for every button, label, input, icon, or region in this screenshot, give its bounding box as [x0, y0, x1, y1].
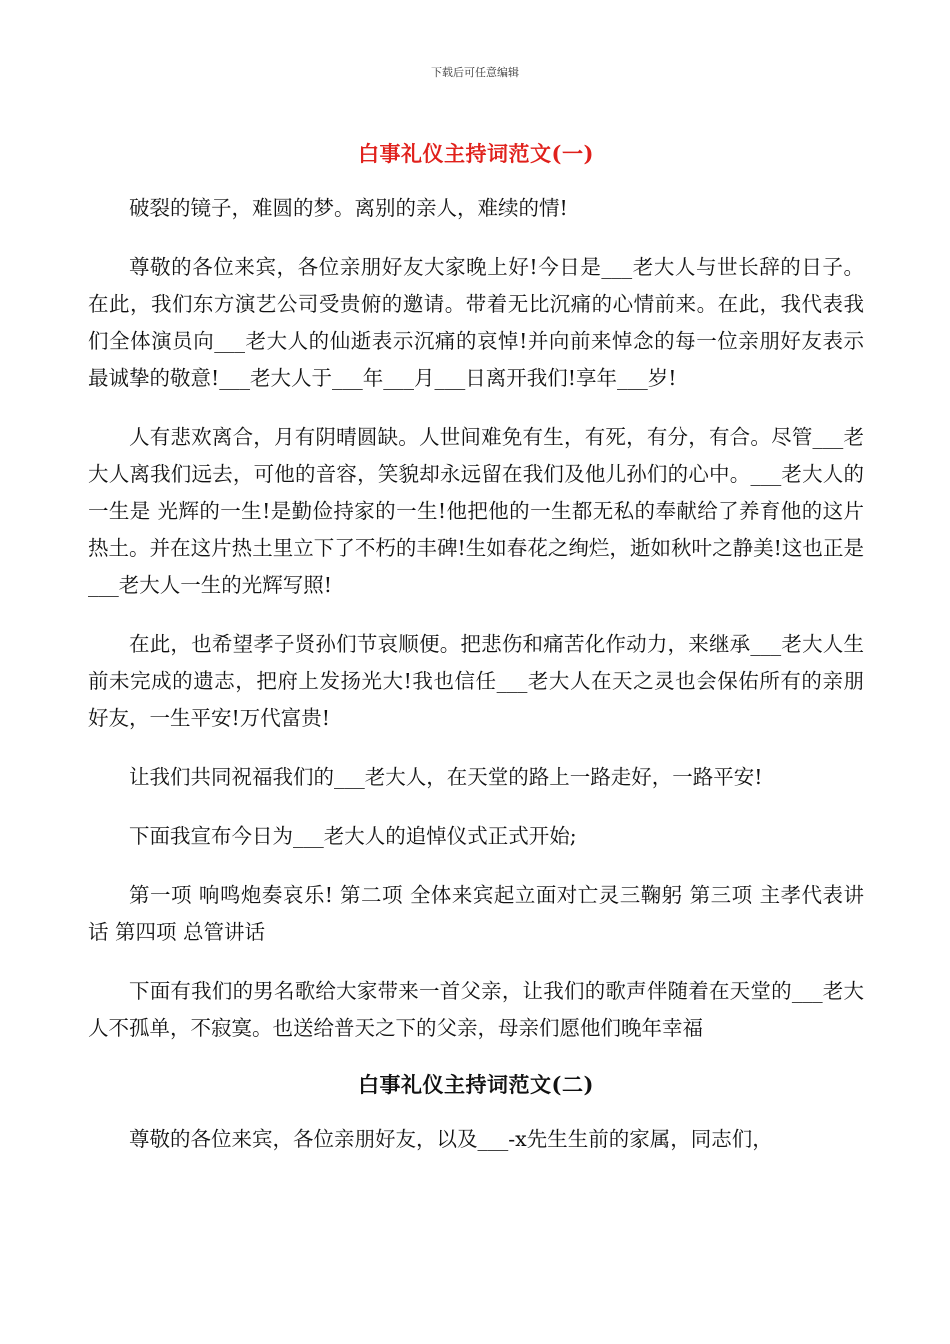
paragraph: 尊敬的各位来宾，各位亲朋好友大家晚上好!今日是___老大人与世长辞的日子。在此，我们东方演艺公司受贵俯的邀请。带着无比沉痛的心情前来。在此，我代表我们全体演员向___老大人的仙逝表示沉痛的哀悼!并向前来悼念的每一位亲朋好友表示最诚挚的敬意!___老大人于___年___月___日离开我们!享年___岁! [88, 255, 864, 390]
paragraph: 人有悲欢离合，月有阴晴圆缺。人世间难免有生，有死，有分，有合。尽管___老大人离我们远去，可他的音容，笑貌却永远留在我们及他儿孙们的心中。___老大人的一生是 光辉的一生!是勤俭持家的一生!他把他的一生都无私的奉献给了养育他的这片热土。并在这片热土里立下了不朽的丰碑!生如春花之绚烂，逝如秋叶之静美!这也正是___老大人一生的光辉写照! [88, 425, 864, 597]
paragraph: 下面我宣布今日为___老大人的追悼仪式正式开始; [129, 824, 577, 848]
paragraph: 在此，也希望孝子贤孙们节哀顺便。把悲伤和痛苦化作动力，来继承___老大人生前未完成的遗志，把府上发扬光大!我也信任___老大人在天之灵也会保佑所有的亲朋好友，一生平安!万代富贵! [88, 632, 864, 730]
paragraph: 第一项 响鸣炮奏哀乐! 第二项 全体来宾起立面对亡灵三鞠躬 第三项 主孝代表讲话 第四项 总管讲话 [88, 883, 864, 944]
header-note: 下载后可任意编辑 [431, 66, 519, 79]
document-body [88, 138, 864, 1180]
paragraph: 破裂的镜子，难圆的梦。离别的亲人，难续的情! [129, 196, 568, 220]
section-1 [88, 138, 864, 1047]
paragraph: 下面有我们的男名歌给大家带来一首父亲，让我们的歌声伴随着在天堂的___老大人不孤单，不寂寞。也送给普天之下的父亲，母亲们愿他们晚年幸福 [88, 979, 864, 1040]
section-title: 白事礼仪主持词范文(二) [358, 1072, 594, 1097]
paragraph: 让我们共同祝福我们的___老大人，在天堂的路上一路走好，一路平安! [129, 765, 763, 789]
paragraph: 尊敬的各位来宾，各位亲朋好友，以及___-x先生生前的家属，同志们， [129, 1127, 773, 1151]
section-2 [88, 1069, 864, 1158]
section-title: 白事礼仪主持词范文(一) [358, 141, 594, 166]
